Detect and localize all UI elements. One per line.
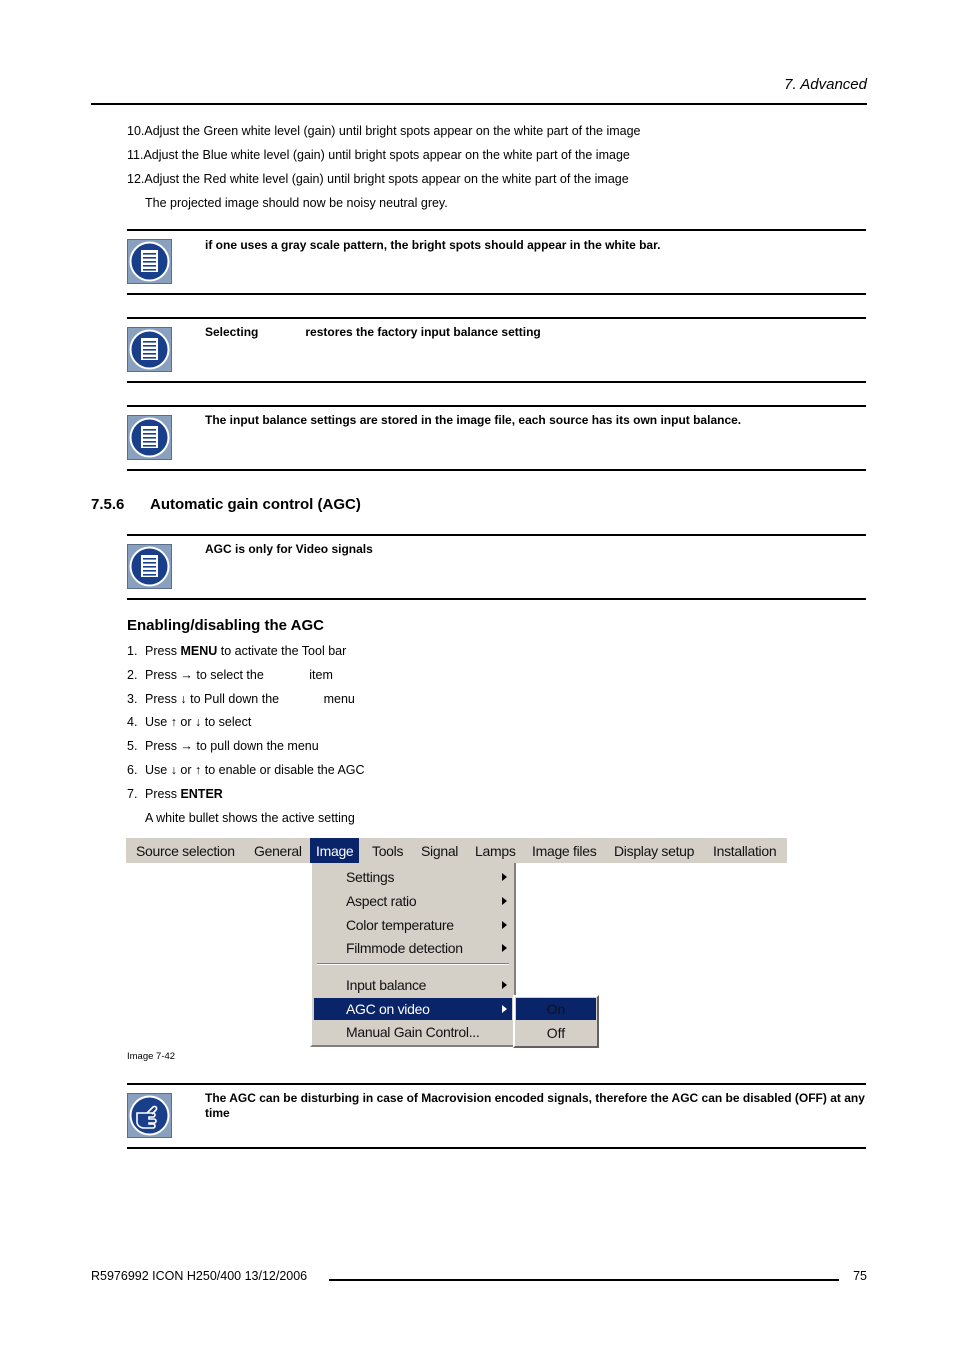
submenu-item-on[interactable]: On bbox=[516, 998, 596, 1020]
submenu-arrow-icon bbox=[502, 873, 507, 881]
header-rule bbox=[91, 103, 867, 105]
step-item: 12.Adjust the Red white level (gain) until bright spots appear on the white part of the image bbox=[127, 172, 629, 186]
step-item: 10.Adjust the Green white level (gain) until bright spots appear on the white part of the image bbox=[127, 124, 641, 138]
image-caption: Image 7-42 bbox=[127, 1051, 176, 1062]
footer-rule bbox=[329, 1279, 839, 1281]
footer-doc-info: R5976992 ICON H250/400 13/12/2006 bbox=[91, 1269, 308, 1283]
submenu-item-off[interactable]: Off bbox=[546, 1025, 566, 1041]
menubar-item-image[interactable]: Image bbox=[310, 838, 359, 863]
menubar-item-installation[interactable]: Installation bbox=[713, 843, 777, 859]
tip-top-rule bbox=[127, 1083, 866, 1085]
menubar-item-image-files[interactable]: Image files bbox=[532, 843, 597, 859]
pointing-hand-icon bbox=[127, 1093, 172, 1138]
menu-bar bbox=[126, 838, 787, 863]
procedure-step: 5. Press → to pull down the menu bbox=[127, 739, 319, 753]
menubar-item-lamps[interactable]: Lamps bbox=[475, 843, 516, 859]
note-icon bbox=[127, 544, 172, 589]
procedure-step: 6. Use ↓ or ↑ to enable or disable the AGC bbox=[127, 763, 365, 777]
tip-bottom-rule bbox=[127, 1147, 866, 1149]
note-bottom-rule bbox=[127, 598, 866, 600]
note-text: Selecting restores the factory input balance setting bbox=[205, 325, 541, 339]
procedure-step: 7. Press ENTER bbox=[127, 787, 223, 801]
note-top-rule bbox=[127, 229, 866, 231]
note-text: AGC is only for Video signals bbox=[205, 542, 373, 556]
note-top-rule bbox=[127, 534, 866, 536]
menubar-item-display-setup[interactable]: Display setup bbox=[614, 843, 695, 859]
step-item: 11.Adjust the Blue white level (gain) until bright spots appear on the white part of the image bbox=[127, 148, 630, 162]
note-icon bbox=[127, 239, 172, 284]
procedure-step: 1. Press MENU to activate the Tool bar bbox=[127, 644, 347, 658]
note-icon bbox=[127, 415, 172, 460]
submenu-arrow-icon bbox=[502, 1005, 507, 1013]
submenu-arrow-icon bbox=[502, 897, 507, 905]
note-top-rule bbox=[127, 317, 866, 319]
submenu-arrow-icon bbox=[502, 944, 507, 952]
menu-item-manual-gain-control[interactable]: Manual Gain Control... bbox=[346, 1024, 480, 1040]
procedure-step: 3. Press ↓ to Pull down the menu bbox=[127, 692, 355, 706]
note-bottom-rule bbox=[127, 381, 866, 383]
note-text: if one uses a gray scale pattern, the bright spots should appear in the white bar. bbox=[205, 238, 661, 252]
menubar-item-source-selection[interactable]: Source selection bbox=[136, 843, 235, 859]
page-number: 75 bbox=[853, 1269, 867, 1283]
tip-text: The AGC can be disturbing in case of Macrovision encoded signals, therefore the AGC can be disabled (OFF) at any time bbox=[205, 1091, 865, 1120]
menu-item-input-balance[interactable]: Input balance bbox=[314, 974, 512, 996]
menu-item-agc-on-video[interactable]: AGC on video bbox=[314, 998, 512, 1020]
step-result: The projected image should now be noisy neutral grey. bbox=[145, 196, 448, 210]
chapter-header: 7. Advanced bbox=[784, 76, 867, 93]
agc-submenu bbox=[513, 995, 599, 1048]
note-text: The input balance settings are stored in the image file, each source has its own input balance. bbox=[205, 413, 742, 427]
note-bottom-rule bbox=[127, 469, 866, 471]
menu-item-settings[interactable]: Settings bbox=[314, 866, 512, 888]
menu-item-aspect-ratio[interactable]: Aspect ratio bbox=[314, 890, 512, 912]
submenu-arrow-icon bbox=[502, 921, 507, 929]
menu-separator bbox=[317, 963, 509, 965]
menubar-item-general[interactable]: General bbox=[254, 843, 302, 859]
menu-item-filmmode-detection[interactable]: Filmmode detection bbox=[314, 937, 512, 959]
procedure-title: Enabling/disabling the AGC bbox=[127, 617, 324, 634]
menubar-item-tools[interactable]: Tools bbox=[372, 843, 404, 859]
section-heading: 7.5.6 Automatic gain control (AGC) bbox=[91, 496, 361, 513]
menubar-item-signal[interactable]: Signal bbox=[421, 843, 459, 859]
image-dropdown-menu bbox=[310, 863, 516, 1047]
note-icon bbox=[127, 327, 172, 372]
procedure-step: 4. Use ↑ or ↓ to select bbox=[127, 715, 252, 729]
procedure-result: A white bullet shows the active setting bbox=[145, 811, 355, 825]
procedure-step: 2. Press → to select the item bbox=[127, 668, 333, 682]
menu-item-color-temperature[interactable]: Color temperature bbox=[314, 914, 512, 936]
note-bottom-rule bbox=[127, 293, 866, 295]
note-top-rule bbox=[127, 405, 866, 407]
submenu-arrow-icon bbox=[502, 981, 507, 989]
